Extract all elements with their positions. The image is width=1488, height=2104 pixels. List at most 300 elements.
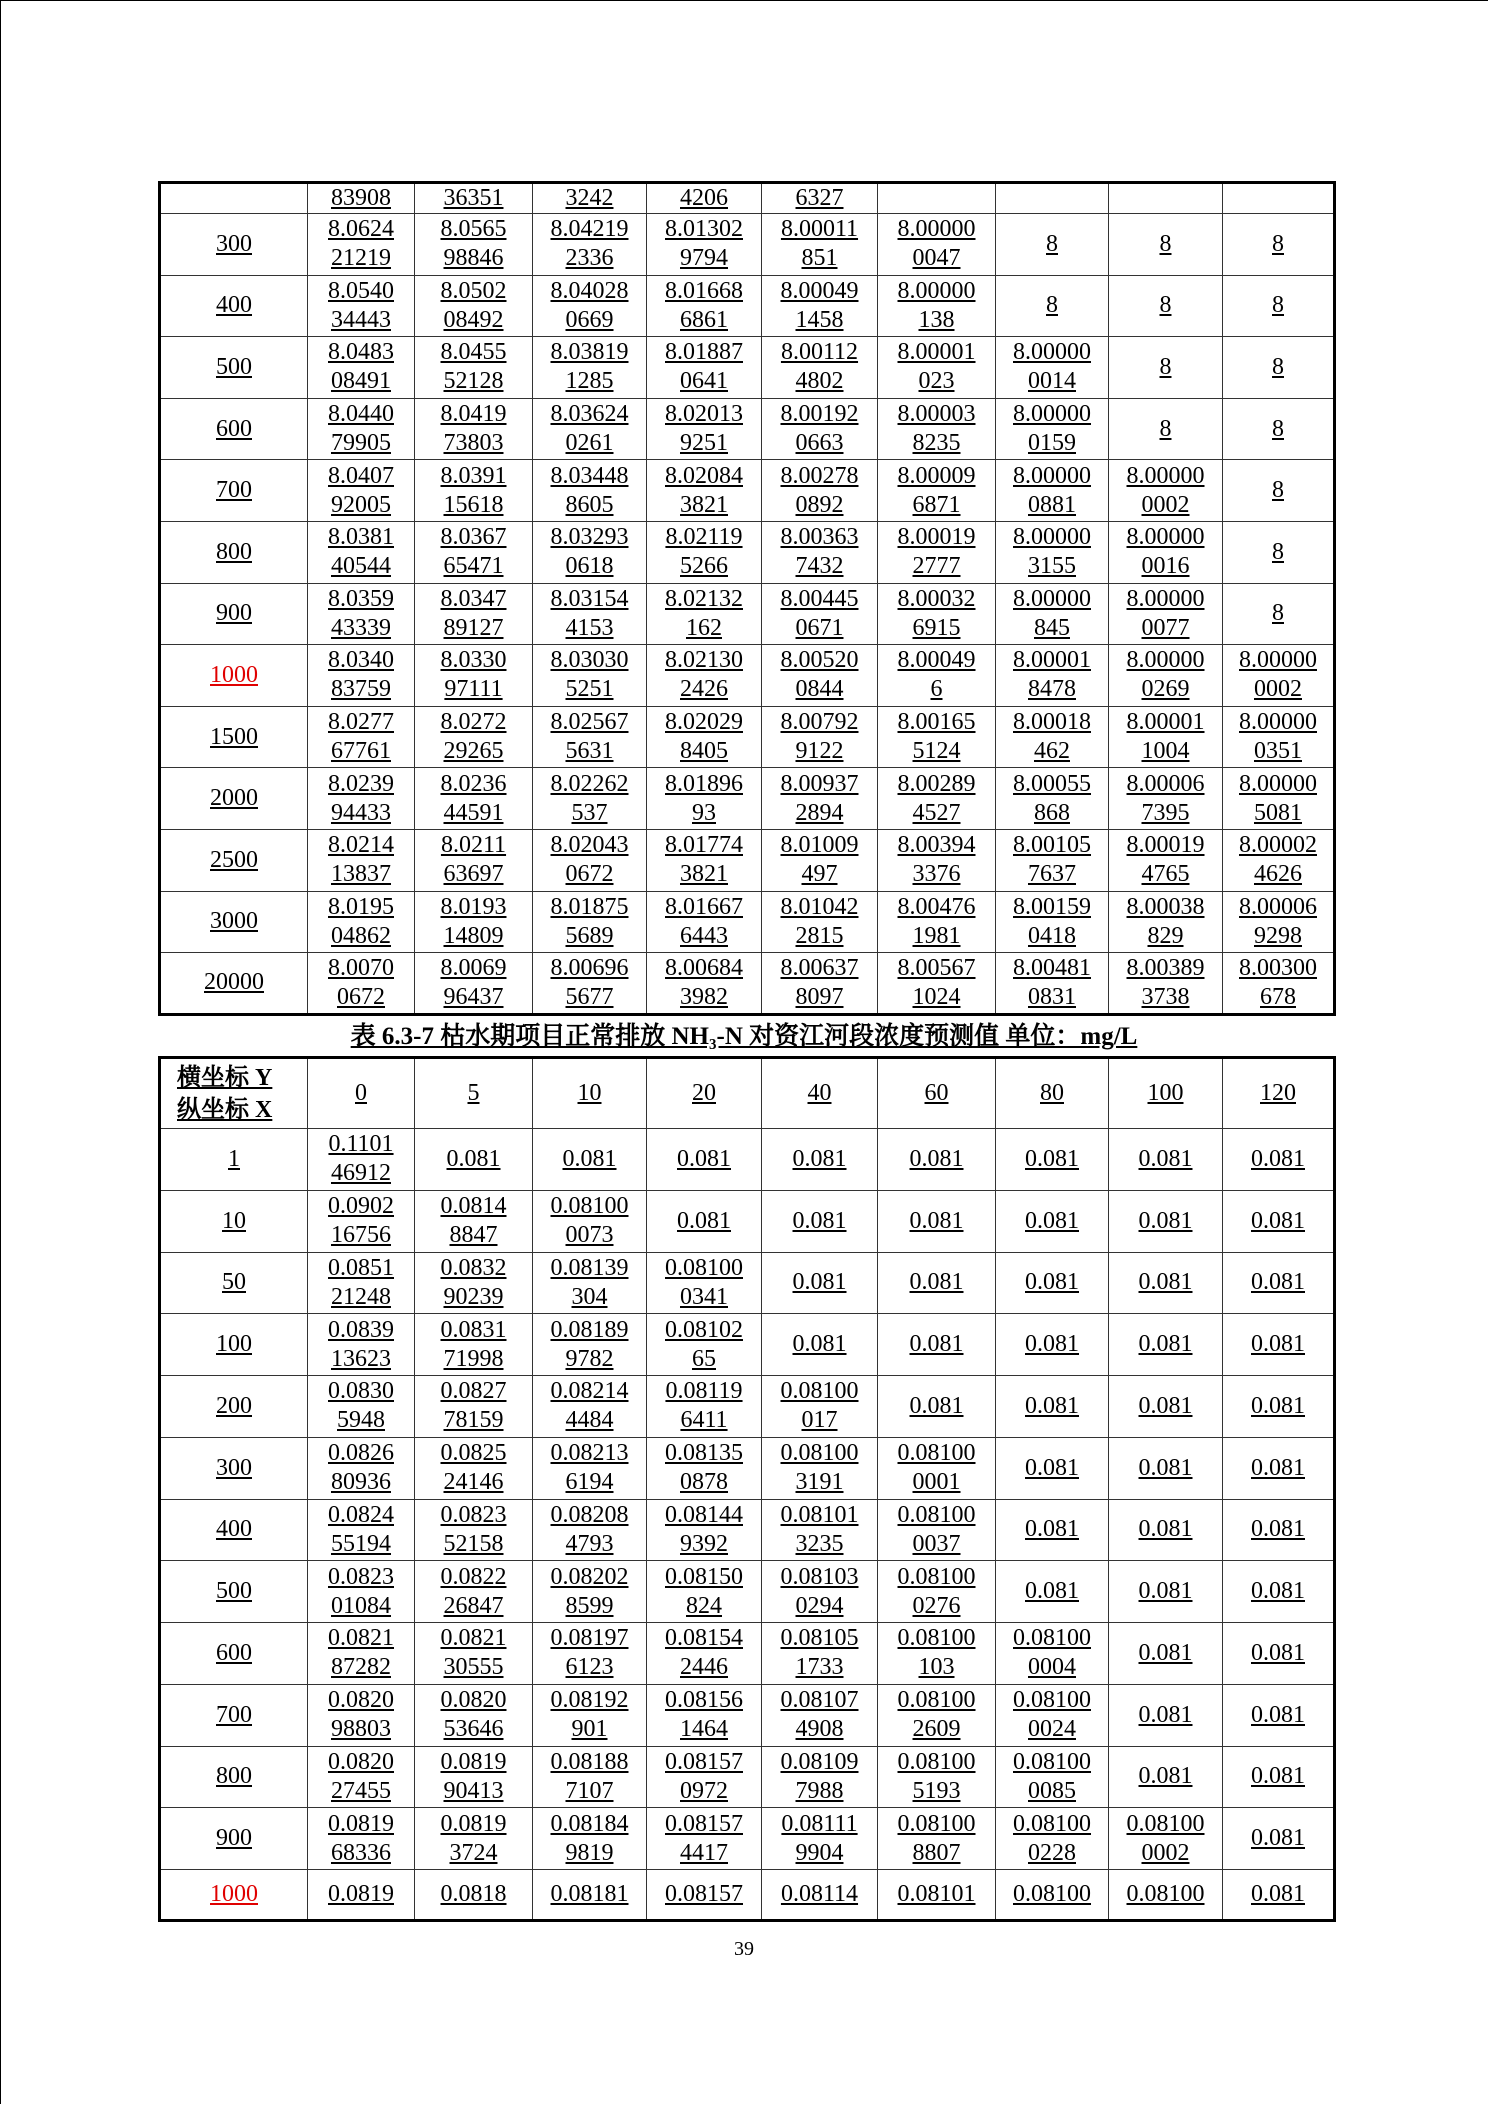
cell-text: 8.0359 xyxy=(328,585,394,612)
cell-text: 43339 xyxy=(331,614,391,641)
cell-text: 0663 xyxy=(795,430,844,457)
concentration-cell xyxy=(1223,1252,1335,1314)
cell-text: 0.08154 xyxy=(665,1625,743,1652)
cell-text: 8.0502 xyxy=(440,277,507,304)
cell-text: 0671 xyxy=(795,614,844,641)
concentration-cell xyxy=(647,398,762,460)
concentration-cell xyxy=(1109,1252,1223,1314)
concentration-cell xyxy=(996,337,1109,399)
cell-text: 0.08202 xyxy=(550,1563,629,1590)
cell-text: 8.00000 xyxy=(1126,524,1205,551)
cell-text: 0.0819 xyxy=(440,1810,507,1837)
concentration-cell xyxy=(762,645,878,707)
concentration-cell xyxy=(878,1252,996,1314)
cell-text: 0.0819 xyxy=(328,1810,394,1837)
concentration-cell xyxy=(308,521,415,583)
cell-text: 52158 xyxy=(443,1530,504,1557)
cell-text: 83908 xyxy=(331,185,391,211)
concentration-cell xyxy=(762,398,878,460)
cell-text: 8.00105 xyxy=(1013,832,1091,859)
cell-text: 0.081 xyxy=(1138,1701,1193,1728)
cell-text: 0.08100 xyxy=(1013,1810,1091,1837)
cell-text: 851 xyxy=(801,245,838,272)
concentration-cell xyxy=(415,1561,533,1623)
cell-text: 9794 xyxy=(680,245,728,272)
concentration-cell xyxy=(533,583,647,645)
concentration-cell xyxy=(415,1623,533,1685)
cell-text: 3242 xyxy=(565,185,614,211)
table-nh3n-continued xyxy=(158,181,1336,1016)
concentration-cell xyxy=(308,1684,415,1746)
concentration-cell xyxy=(878,521,996,583)
cell-text: 8.03293 xyxy=(550,524,629,551)
cell-text: 6 xyxy=(930,676,943,703)
cell-text: 4206 xyxy=(680,185,728,211)
cell-text: 8.00032 xyxy=(897,585,976,612)
concentration-cell xyxy=(996,829,1109,891)
table-row xyxy=(160,337,1335,399)
cell-text: 8.01668 xyxy=(665,277,743,304)
header-row xyxy=(160,1058,1335,1129)
concentration-cell xyxy=(308,460,415,522)
cell-text: 8 xyxy=(1159,230,1172,257)
concentration-cell xyxy=(762,1314,878,1376)
cell-text: 6443 xyxy=(680,922,728,949)
cell-text: 0.08157 xyxy=(665,1881,743,1907)
row-x-value xyxy=(160,768,308,830)
concentration-cell xyxy=(533,1376,647,1438)
cell-text: 7107 xyxy=(565,1777,614,1804)
concentration-cell xyxy=(308,214,415,276)
cell-text: 8 xyxy=(1272,292,1284,319)
cell-text: 4484 xyxy=(565,1407,614,1434)
cell-text: 15618 xyxy=(443,491,504,518)
concentration-cell xyxy=(308,1870,415,1921)
cell-text: 6861 xyxy=(680,306,728,333)
cell-text: 0.0820 xyxy=(328,1687,394,1714)
cell-text: 0.0818 xyxy=(440,1881,507,1907)
cell-text: 0.08197 xyxy=(550,1625,629,1652)
cell-text: 68336 xyxy=(331,1839,391,1866)
concentration-cell xyxy=(1109,275,1223,337)
cell-text: 0.08100 xyxy=(897,1440,976,1467)
cell-text: 8.0195 xyxy=(328,893,394,920)
concentration-cell xyxy=(878,1190,996,1252)
cell-text: 0014 xyxy=(1028,368,1076,395)
cell-text: 8.00001 xyxy=(1126,709,1205,736)
cell-text: 21219 xyxy=(331,245,391,272)
cell-text: 0881 xyxy=(1028,491,1076,518)
concentration-cell xyxy=(1109,583,1223,645)
cell-text: 0.0824 xyxy=(328,1501,394,1528)
cell-text: 0.081 xyxy=(1251,1269,1305,1296)
concentration-cell xyxy=(1223,214,1335,276)
cell-text: 0024 xyxy=(1028,1716,1076,1743)
cell-text: 8.0367 xyxy=(440,524,507,551)
cell-text: 0.08101 xyxy=(897,1881,976,1907)
concentration-cell xyxy=(1109,953,1223,1015)
cell-text: 8.02029 xyxy=(665,709,743,736)
cell-text: 8.00165 xyxy=(897,709,976,736)
cell-text: 0.08101 xyxy=(780,1501,859,1528)
concentration-cell xyxy=(1223,768,1335,830)
cell-text: 100 xyxy=(1147,1080,1184,1106)
cell-text: 2609 xyxy=(912,1716,961,1743)
cell-text: 0.081 xyxy=(1251,1392,1305,1419)
cell-text: 8.00000 xyxy=(1013,462,1091,489)
cell-text: 8599 xyxy=(565,1592,614,1619)
concentration-cell xyxy=(308,1561,415,1623)
cell-text: 8.0565 xyxy=(440,216,507,243)
row-x-value xyxy=(160,1808,308,1870)
cell-text: 0.08139 xyxy=(550,1254,629,1281)
cell-text: 600 xyxy=(216,415,252,442)
cell-text: 0276 xyxy=(912,1592,961,1619)
concentration-cell xyxy=(762,1499,878,1561)
concentration-cell xyxy=(878,1499,996,1561)
cell-text: 8.01887 xyxy=(665,339,743,366)
cell-text: 0.08102 xyxy=(665,1316,743,1343)
cell-text: 34443 xyxy=(331,306,391,333)
cell-text: 0.0831 xyxy=(440,1316,507,1343)
cell-text: 0077 xyxy=(1141,614,1190,641)
cell-text: 8.00792 xyxy=(780,709,859,736)
cell-text: 8.00019 xyxy=(897,524,976,551)
concentration-cell xyxy=(533,891,647,953)
cell-text: 0.081 xyxy=(792,1145,847,1172)
cell-text: 24146 xyxy=(443,1469,504,1496)
cell-text: 8.0391 xyxy=(440,462,507,489)
concentration-cell xyxy=(878,891,996,953)
concentration-cell xyxy=(308,891,415,953)
cell-text: 5 xyxy=(467,1080,480,1106)
cell-text: 10 xyxy=(577,1080,602,1106)
concentration-cell xyxy=(308,1437,415,1499)
cell-text: 4417 xyxy=(680,1839,728,1866)
concentration-cell xyxy=(415,1808,533,1870)
concentration-cell xyxy=(762,1808,878,1870)
header-label-x: 纵坐标 X xyxy=(177,1096,273,1123)
cell-text: 8.00112 xyxy=(780,339,859,366)
table-row xyxy=(160,521,1335,583)
concentration-cell xyxy=(996,706,1109,768)
concentration-cell xyxy=(878,460,996,522)
concentration-cell xyxy=(415,1746,533,1808)
cell-text: 0.081 xyxy=(1251,1516,1305,1543)
cell-text: 0.08214 xyxy=(550,1378,629,1405)
cell-text: 8.00055 xyxy=(1013,770,1091,797)
cell-text: 8405 xyxy=(680,738,728,765)
cell-text: 0.081 xyxy=(1251,1454,1305,1481)
cell-text: 92005 xyxy=(331,491,391,518)
cell-text: 0159 xyxy=(1028,430,1076,457)
cell-text: 800 xyxy=(216,538,252,565)
concentration-cell xyxy=(308,275,415,337)
cell-text: 8.03030 xyxy=(550,647,629,674)
concentration-cell xyxy=(996,1252,1109,1314)
cell-text: 8.02084 xyxy=(665,462,743,489)
cell-text: 0.08192 xyxy=(550,1687,629,1714)
cell-text: 8.0340 xyxy=(328,647,394,674)
cell-text: 08491 xyxy=(331,368,391,395)
cell-text: 0.08189 xyxy=(550,1316,629,1343)
concentration-cell xyxy=(415,768,533,830)
concentration-cell xyxy=(1109,521,1223,583)
concentration-cell xyxy=(878,583,996,645)
row-x-value xyxy=(160,337,308,399)
cell-text: 8.02119 xyxy=(665,524,743,551)
cell-text: 8.00481 xyxy=(1013,954,1091,981)
concentration-cell xyxy=(1223,645,1335,707)
concentration-cell xyxy=(647,1129,762,1191)
cell-text: 55194 xyxy=(331,1530,391,1557)
concentration-cell xyxy=(996,1376,1109,1438)
concentration-cell xyxy=(533,1129,647,1191)
cell-text: 0.08100 xyxy=(897,1748,976,1775)
concentration-cell xyxy=(533,829,647,891)
cell-text: 0.08100 xyxy=(665,1254,743,1281)
cell-text: 500 xyxy=(216,1578,252,1605)
concentration-cell xyxy=(1223,1376,1335,1438)
cell-text: 8.00011 xyxy=(780,216,859,243)
cell-text: 8.03154 xyxy=(550,585,629,612)
cell-text: 8.00363 xyxy=(780,524,859,551)
cell-text: 0672 xyxy=(337,983,385,1010)
cell-text: 8.00002 xyxy=(1239,832,1317,859)
cell-text: 2426 xyxy=(680,676,728,703)
cell-text: 8.00038 xyxy=(1126,893,1205,920)
row-x-value xyxy=(160,829,308,891)
cell-text: 8.00000 xyxy=(1013,585,1091,612)
cell-text: 8.00000 xyxy=(1126,462,1205,489)
cell-text: 2446 xyxy=(680,1654,728,1681)
concentration-cell xyxy=(1109,398,1223,460)
cell-text: 700 xyxy=(216,477,252,504)
concentration-cell xyxy=(762,1561,878,1623)
table-row xyxy=(160,891,1335,953)
concentration-cell xyxy=(647,1623,762,1685)
cell-text: 900 xyxy=(216,600,252,627)
cell-text: 6194 xyxy=(565,1469,614,1496)
cell-text: 16756 xyxy=(331,1222,391,1249)
concentration-cell xyxy=(415,1314,533,1376)
concentration-cell xyxy=(533,1499,647,1561)
cell-text: 90239 xyxy=(443,1283,504,1310)
concentration-cell xyxy=(1223,1437,1335,1499)
concentration-cell xyxy=(647,1684,762,1746)
cell-text: 0.08100 xyxy=(897,1563,976,1590)
cell-text: 8.00696 xyxy=(550,954,629,981)
cell-text: 8.00289 xyxy=(897,770,976,797)
table-row xyxy=(160,1437,1335,1499)
cell-text: 0.081 xyxy=(1251,1578,1305,1605)
cell-text: 8.00394 xyxy=(897,832,976,859)
concentration-cell xyxy=(415,275,533,337)
cell-text: 1458 xyxy=(795,306,844,333)
concentration-cell xyxy=(1223,1746,1335,1808)
cell-text: 8.0272 xyxy=(440,709,507,736)
concentration-cell xyxy=(762,1252,878,1314)
table-row xyxy=(160,706,1335,768)
cell-text: 8.00049 xyxy=(780,277,859,304)
concentration-cell xyxy=(308,583,415,645)
concentration-cell xyxy=(647,183,762,214)
concentration-cell xyxy=(878,1808,996,1870)
cell-text: 8.0624 xyxy=(328,216,394,243)
concentration-cell xyxy=(1109,214,1223,276)
cell-text: 9251 xyxy=(680,430,728,457)
cell-text: 13837 xyxy=(331,861,391,888)
concentration-cell xyxy=(996,768,1109,830)
cell-text: 0002 xyxy=(1141,1839,1190,1866)
cell-text: 0 xyxy=(355,1080,367,1106)
concentration-cell xyxy=(1223,337,1335,399)
concentration-cell xyxy=(996,1746,1109,1808)
cell-text: 5689 xyxy=(565,922,614,949)
concentration-cell xyxy=(308,706,415,768)
row-x-value xyxy=(160,1252,308,1314)
cell-text: 200 xyxy=(216,1392,252,1419)
cell-text: 845 xyxy=(1034,614,1070,641)
row-x-value xyxy=(160,1499,308,1561)
cell-text: 0641 xyxy=(680,368,728,395)
concentration-cell xyxy=(415,645,533,707)
cell-text: 0.08157 xyxy=(665,1748,743,1775)
cell-text: 8.0070 xyxy=(328,954,394,981)
cell-text: 0.08150 xyxy=(665,1563,743,1590)
cell-text: 0.081 xyxy=(1251,1145,1305,1172)
concentration-cell xyxy=(1109,1190,1223,1252)
cell-text: 0.0819 xyxy=(440,1748,507,1775)
concentration-cell xyxy=(1109,1870,1223,1921)
concentration-cell xyxy=(533,1437,647,1499)
cell-text: 8.00049 xyxy=(897,647,976,674)
concentration-cell xyxy=(308,1314,415,1376)
cell-text: 1500 xyxy=(210,723,258,750)
cell-text: 8.00637 xyxy=(780,954,859,981)
concentration-cell xyxy=(1109,706,1223,768)
concentration-cell xyxy=(878,183,996,214)
cell-text: 8 xyxy=(1272,353,1284,380)
row-x-value xyxy=(160,953,308,1015)
page-edge-top xyxy=(0,0,1488,1)
concentration-cell xyxy=(415,214,533,276)
concentration-cell xyxy=(647,1314,762,1376)
concentration-cell xyxy=(415,398,533,460)
table-row xyxy=(160,1870,1335,1921)
concentration-cell xyxy=(415,1437,533,1499)
concentration-cell xyxy=(1109,645,1223,707)
cell-text: 3821 xyxy=(680,861,728,888)
concentration-cell xyxy=(1223,953,1335,1015)
concentration-cell xyxy=(308,1623,415,1685)
concentration-cell xyxy=(1109,1376,1223,1438)
cell-text: 0001 xyxy=(912,1469,961,1496)
concentration-cell xyxy=(308,829,415,891)
cell-text: 0.081 xyxy=(677,1145,731,1172)
cell-text: 2894 xyxy=(795,799,844,826)
concentration-cell xyxy=(1223,1129,1335,1191)
row-x-value xyxy=(160,583,308,645)
cell-text: 8.00003 xyxy=(897,401,976,428)
table-row xyxy=(160,460,1335,522)
concentration-cell xyxy=(762,1746,878,1808)
cell-text: 4793 xyxy=(565,1530,614,1557)
cell-text: 0047 xyxy=(912,245,961,272)
concentration-cell xyxy=(1223,583,1335,645)
cell-text: 40 xyxy=(807,1080,832,1106)
concentration-cell xyxy=(878,398,996,460)
concentration-cell xyxy=(996,183,1109,214)
table-row xyxy=(160,953,1335,1015)
concentration-cell xyxy=(1109,337,1223,399)
cell-text: 0004 xyxy=(1028,1654,1076,1681)
cell-text: 537 xyxy=(571,799,608,826)
table-caption xyxy=(158,1020,1330,1054)
cell-text: 8.0455 xyxy=(440,339,507,366)
concentration-cell xyxy=(1223,1190,1335,1252)
concentration-cell xyxy=(1109,1808,1223,1870)
cell-text: 0.08111 xyxy=(781,1810,858,1837)
concentration-cell xyxy=(878,337,996,399)
concentration-cell xyxy=(1223,398,1335,460)
cell-text: 21248 xyxy=(331,1283,391,1310)
cell-text: 5193 xyxy=(912,1777,961,1804)
cell-text: 79905 xyxy=(331,430,391,457)
table-row xyxy=(160,214,1335,276)
concentration-cell xyxy=(533,645,647,707)
concentration-cell xyxy=(878,953,996,1015)
cell-text: 5124 xyxy=(912,738,961,765)
concentration-cell xyxy=(996,891,1109,953)
concentration-cell xyxy=(996,214,1109,276)
concentration-cell xyxy=(415,891,533,953)
cell-text: 600 xyxy=(216,1639,252,1666)
concentration-cell xyxy=(415,183,533,214)
cell-text: 0.081 xyxy=(909,1331,964,1358)
concentration-cell xyxy=(1109,1499,1223,1561)
concentration-cell xyxy=(762,706,878,768)
concentration-cell xyxy=(415,1252,533,1314)
concentration-cell xyxy=(1109,1746,1223,1808)
concentration-cell xyxy=(533,183,647,214)
column-y-header xyxy=(533,1058,647,1129)
concentration-cell xyxy=(1109,891,1223,953)
cell-text: 14809 xyxy=(443,922,504,949)
concentration-cell xyxy=(533,521,647,583)
concentration-cell xyxy=(647,891,762,953)
concentration-cell xyxy=(762,891,878,953)
concentration-cell xyxy=(533,953,647,1015)
concentration-cell xyxy=(1223,1870,1335,1921)
cell-text: 8.01667 xyxy=(665,893,743,920)
cell-text: 8.0330 xyxy=(440,647,507,674)
cell-text: 0.081 xyxy=(909,1269,964,1296)
cell-text: 0.08100 xyxy=(1126,1810,1205,1837)
row-x-value xyxy=(160,1870,308,1921)
concentration-cell xyxy=(996,1561,1109,1623)
cell-text: 0.081 xyxy=(1251,1881,1305,1907)
cell-text: 824 xyxy=(686,1592,722,1619)
cell-text: 8807 xyxy=(912,1839,961,1866)
concentration-cell xyxy=(1109,1684,1223,1746)
cell-text: 0.08107 xyxy=(780,1687,859,1714)
cell-text: 8.02130 xyxy=(665,647,743,674)
cell-text: 0.0826 xyxy=(328,1440,394,1467)
cell-text: 1733 xyxy=(795,1654,844,1681)
concentration-cell xyxy=(762,1129,878,1191)
cell-text: 0294 xyxy=(795,1592,844,1619)
